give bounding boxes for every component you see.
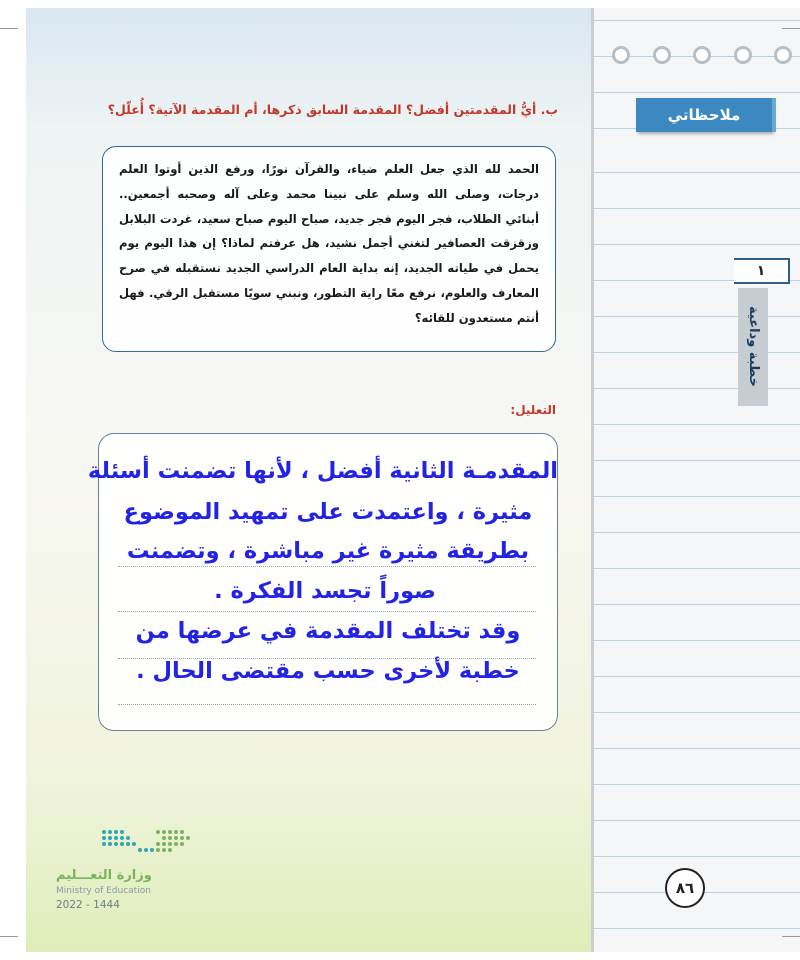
passage-text: الحمد لله الذي جعل العلم ضياء، والقرآن نورًا، ورفع الذين أوتوا العلم درجات، وصلى الله وسلم على نبينا محمد وعلى آله وصحبه أجمعين.. أبنائي الطلاب، فجر اليوم فجر جديد، صباح اليوم صباح سعيد، غردت البلابل وزقزقت العصافير لتغني أجمل نشيد، هل عرفتم لماذا؟ إن هذا اليوم يوم يحمل في طياته الجديد، إنه بداية العام الدراسي الجديد نستقبله في صرح المعارف والعلوم، نرفع معًا راية التطور، ونبني سويًا مستقبل الرقي. فهل أنتم مستعدون للقائه؟: [119, 162, 539, 325]
answer-rule: [118, 704, 536, 705]
answer-line: صوراً تجسد الفكرة .: [214, 578, 436, 604]
page-number: ٨٦: [665, 868, 705, 908]
crop-mark: [0, 936, 18, 937]
crop-mark: [782, 936, 800, 937]
passage-box: [102, 146, 556, 352]
crop-mark: [0, 28, 18, 29]
answer-rule: [118, 566, 536, 567]
ministry-name-arabic: وزارة التعـــليم: [56, 868, 152, 883]
answer-line: بطريقة مثيرة غير مباشرة ، وتضمنت: [126, 538, 530, 564]
crop-mark: [782, 28, 800, 29]
answer-line: المقدمـة الثانية أفضل ، لأنها تضمنت أسئلة: [87, 458, 558, 484]
binder-hole-icon: [774, 46, 792, 64]
ministry-name-english: Ministry of Education: [56, 886, 151, 896]
notes-tab: ملاحظاتي: [636, 98, 772, 132]
binder-hole-icon: [734, 46, 752, 64]
notes-column: [591, 8, 800, 952]
binder-hole-icon: [653, 46, 671, 64]
answer-rule: [118, 611, 536, 612]
ministry-logo-icon: [100, 826, 192, 860]
unit-title: خطبة وداعية: [738, 288, 768, 406]
answer-line: مثيرة ، واعتمدت على تمهيد الموضوع: [123, 499, 533, 525]
analysis-label: التعليل:: [510, 403, 556, 417]
binder-hole-icon: [612, 46, 630, 64]
answer-line: خطبة لأخرى حسب مقتضى الحال .: [136, 658, 520, 684]
edition-year: 2022 - 1444: [56, 899, 120, 911]
unit-number: ١: [734, 258, 790, 284]
question-heading: ب. أيُّ المقدمتين أفضل؟ المقدمة السابق ذكرها، أم المقدمة الآتية؟ أُعلّل؟: [107, 102, 558, 117]
binder-hole-icon: [693, 46, 711, 64]
answer-line: وقد تختلف المقدمة في عرضها من: [135, 618, 521, 644]
binder-holes: [612, 46, 792, 70]
